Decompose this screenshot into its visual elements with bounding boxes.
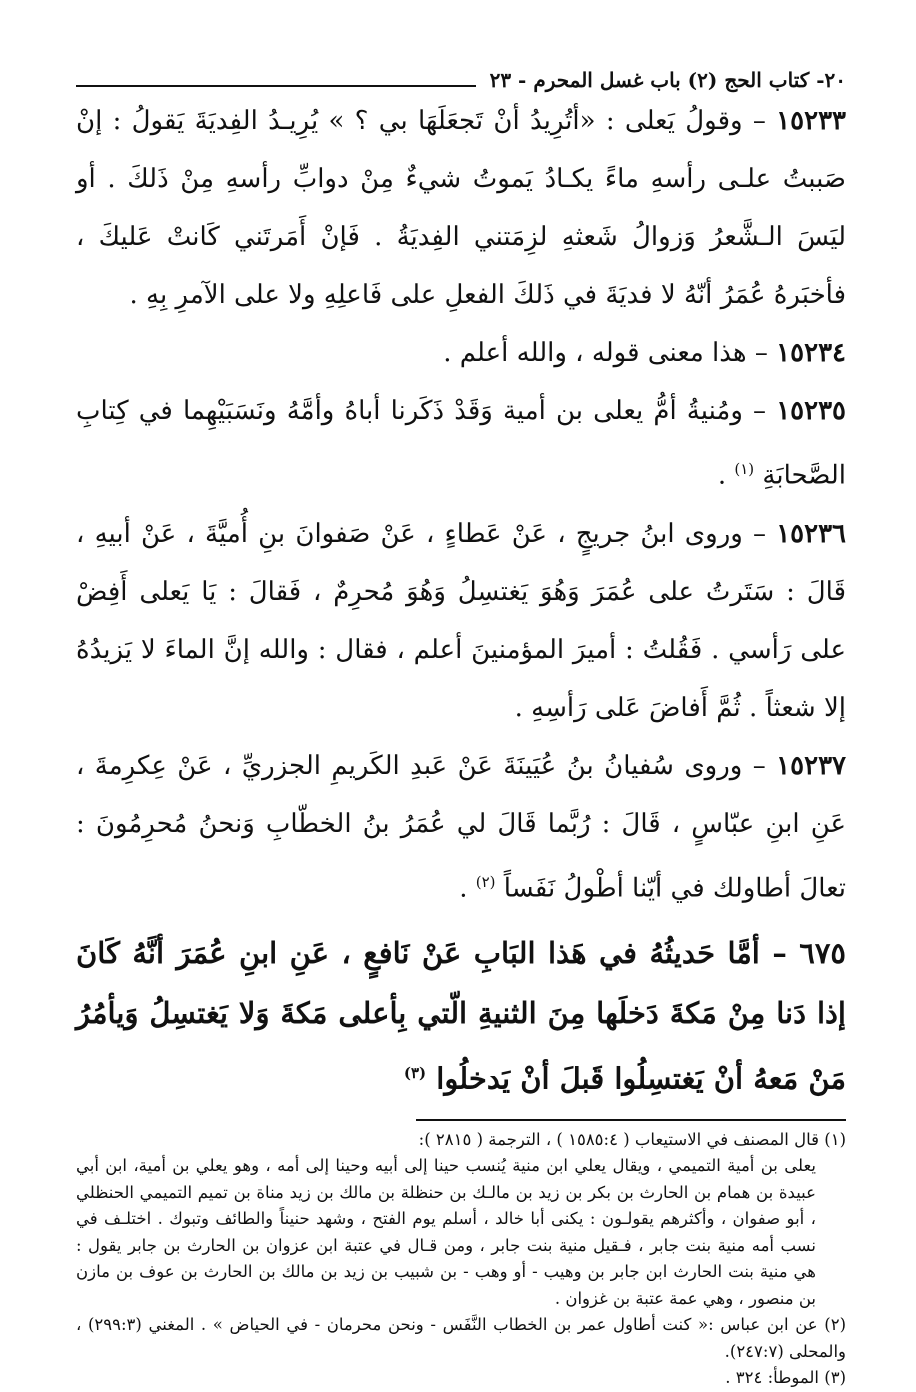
paragraph-text: هذا معنى قوله ، والله أعلم . [443, 338, 747, 368]
footnote-separator [416, 1119, 846, 1121]
paragraph: ١٥٢٣٦ – وروى ابنُ جريجٍ ، عَنْ عَطاءٍ ، عَنْ صَفوانَ بنِ أُميَّةَ ، عَنْ أبيهِ ، قَالَ : سَتَرتُ على عُمَرَ وَهُوَ يَغتسِلُ وَهُوَ مُحرِمٌ ، فَقالَ : يَا يَعلى أَفِضْ على رَأسي . فَقُلتُ : أميرَ المؤمنينَ أعلم ، فقال : والله إنَّ الماءَ لا يَزيدُهُ إلا شعثاً . ثُمَّ أَفاضَ عَلى رَأسِهِ . [76, 518, 847, 723]
page-header [76, 60, 846, 92]
paragraph-number: ١٥٢٣٧ [776, 750, 846, 781]
footnote-ref: (١) [734, 460, 755, 478]
footnote-continuation: يعلى بن أمية التميمي ، ويقال يعلي ابن منية يُنسب حينا إلى أبيه وحينا إلى أمه ، وهو يعلي بن أمية، ابن أبي عبيدة بن همام بن الحارث بن بكر بن زيد بن مالـك بن حنظلة بن مالك بن زيد مناة بن تميم التميمي الحنظلي ، أبو صفوان ، وأكثرهم يقولـون : يكنى أبا خالد ، أسلم يوم الفتح ، وشهد حنيناً والطائف وتبوك . اختلـف في نسب أمه منية بنت جابر ، فـقيل منية بنت جابر ، ومن قـال في عتبة ابن عزوان بن الحارث بن جابر يقول : هي منية بنت الحارث ابن جابر بن وهيب - أو وهب - بن شبيب بن زيد بن مالك بن الحارث بن عوف بن مازن بن منصور ، وهي عمة عتبة بن غزوان . [76, 1156, 816, 1308]
footnote: (٣) الموطأ: ٣٢٤ . [725, 1368, 846, 1388]
paragraph-text: وروى ابنُ جريجٍ ، عَنْ عَطاءٍ ، عَنْ صَفوانَ بنِ أُميَّةَ ، عَنْ أبيهِ ، قَالَ : سَتَرتُ على عُمَرَ وَهُوَ يَغتسِلُ وَهُوَ مُحرِمٌ ، فَقالَ : يَا يَعلى أَفِضْ على رَأسي . فَقُلتُ : أميرَ المؤمنينَ أعلم ، فقال : والله إنَّ الماءَ لا يَزيدُهُ إلا شعثاً . ثُمَّ أَفاضَ عَلى رَأسِهِ . [76, 518, 846, 723]
paragraph-text: وقولُ يَعلى : «أتُرِيدُ أنْ تَجعَلَهَا بي ؟ » يُرِيـدُ الفِديَةَ يَقولُ : إنْ صَببتُ علـى رأسهِ ماءً يكـادُ يَموتُ شيءٌ مِنْ دوابِّ رأسهِ مِنْ ذَلكَ . أو ليَسَ الـشَّعرُ وَزوالُ شَعثهِ لزِمَتني الفِديَةُ . فَإنْ أَمَرتَني كَانتْ عَليكَ ، فأخبَرهُ عُمَرُ أنّهُ لا فديَةَ في ذَلكَ الفعلِ على فَاعلِهِ ولا على الآمرِ بِهِ . [76, 106, 846, 310]
paragraph: ١٥٢٣٥ – ومُنيةُ أمُّ يعلى بن أمية وَقَدْ ذَكَرنا أباهُ وأمَّهُ ونَسَبَيْهِما في كِتابِ الصَّحابَةِ $^{(١)}$ . [76, 396, 847, 491]
paragraph-number: ١٥٢٣٥ [776, 396, 847, 426]
paragraph: ١٥٢٣٣ – وقولُ يَعلى : «أتُرِيدُ أنْ تَجعَلَهَا بي ؟ » يُرِيـدُ الفِديَةَ يَقولُ : إنْ صَببتُ علـى رأسهِ ماءً يكـادُ يَموتُ شيءٌ مِنْ دوابِّ رأسهِ مِنْ ذَلكَ . أو ليَسَ الـشَّعرُ وَزوالُ شَعثهِ لزِمَتني الفِديَةُ . فَإنْ أَمَرتَني كَانتْ عَليكَ ، فأخبَرهُ عُمَرُ أنّهُ لا فديَةَ في ذَلكَ الفعلِ على فَاعلِهِ ولا على الآمرِ بِهِ . [76, 106, 846, 310]
footnote: (٢) عن ابن عباس :« كنت أطاول عمر بن الخطاب النَّفَس - ونحن محرمان - في الحياض » . المغني (٢٩٩:٣) ، والمحلى (٢٤٧:٧). [76, 1315, 846, 1361]
paragraph-number: ١٥٢٣٤ [776, 338, 846, 368]
footnotes [76, 1127, 846, 1392]
paragraph: ١٥٢٣٧ – وروى سُفيانُ بنُ عُيَينَةَ عَنْ عَبدِ الكَريمِ الجزريِّ ، عَنْ عِكرِمةَ ، عَنِ ابنِ عبّاسٍ ، قَالَ : رُبَّما قَالَ لي عُمَرُ بنُ الخطّابِ وَنحنُ مُحرِمُونَ : تعالَ أطاولك في أيّنا أطْولُ نَفَساً $^{(٢)}$ . [76, 750, 846, 904]
running-title: ٢٠- كتاب الحج (٢) باب غسل المحرم - ٢٣ [489, 68, 846, 92]
paragraph-text: ومُنيةُ أمُّ يعلى بن أمية وَقَدْ ذَكَرنا أباهُ وأمَّهُ ونَسَبَيْهِما في كِتابِ الصَّحابَةِ [76, 396, 846, 491]
footnote: (١) قال المصنف في الاستيعاب ( ١٥٨٥:٤ ) ، الترجمة ( ٢٨١٥ ): [418, 1129, 846, 1149]
paragraph-number: ١٥٢٣٦ [776, 518, 847, 549]
paragraph-text: أمَّا حَديثُهُ في هَذا البَابِ عَنْ نَافعٍ ، عَنِ ابنِ عُمَرَ أنَّهُ كَانَ إذا دَنا مِنْ مَكةَ دَخلَها مِنَ الثنيةِ الّتي بِأعلى مَكةَ وَلا يَغتسِلُ وَيأمُرُ مَنْ مَعهُ أنْ يَغتسِلُوا قَبلَ أنْ يَدخلُوا [76, 936, 846, 1096]
main-hadith-paragraph: ٦٧٥ – أمَّا حَديثُهُ في هَذا البَابِ عَنْ نَافعٍ ، عَنِ ابنِ عُمَرَ أنَّهُ كَانَ إذا دَنا مِنْ مَكةَ دَخلَها مِنَ الثنيةِ الّتي بِأعلى مَكةَ وَلا يَغتسِلُ وَيأمُرُ مَنْ مَعهُ أنْ يَغتسِلُوا قَبلَ أنْ يَدخلُوا $^{(٣)}$ [76, 936, 846, 1096]
paragraph-number: ٦٧٥ [799, 936, 846, 971]
paragraph-number: ١٥٢٣٣ [776, 106, 846, 136]
footnote-ref: (٢) [475, 872, 496, 891]
header-rule [76, 85, 476, 87]
footnote-ref: (٣) [403, 1064, 427, 1083]
paragraph-text: وروى سُفيانُ بنُ عُيَينَةَ عَنْ عَبدِ الكَريمِ الجزريِّ ، عَنْ عِكرِمةَ ، عَنِ ابنِ عبّاسٍ ، قَالَ : رُبَّما قَالَ لي عُمَرُ بنُ الخطّابِ وَنحنُ مُحرِمُونَ : تعالَ أطاولك في أيّنا أطْولُ نَفَساً [76, 750, 846, 904]
paragraph: ١٥٢٣٤ – هذا معنى قوله ، والله أعلم . [443, 338, 846, 368]
